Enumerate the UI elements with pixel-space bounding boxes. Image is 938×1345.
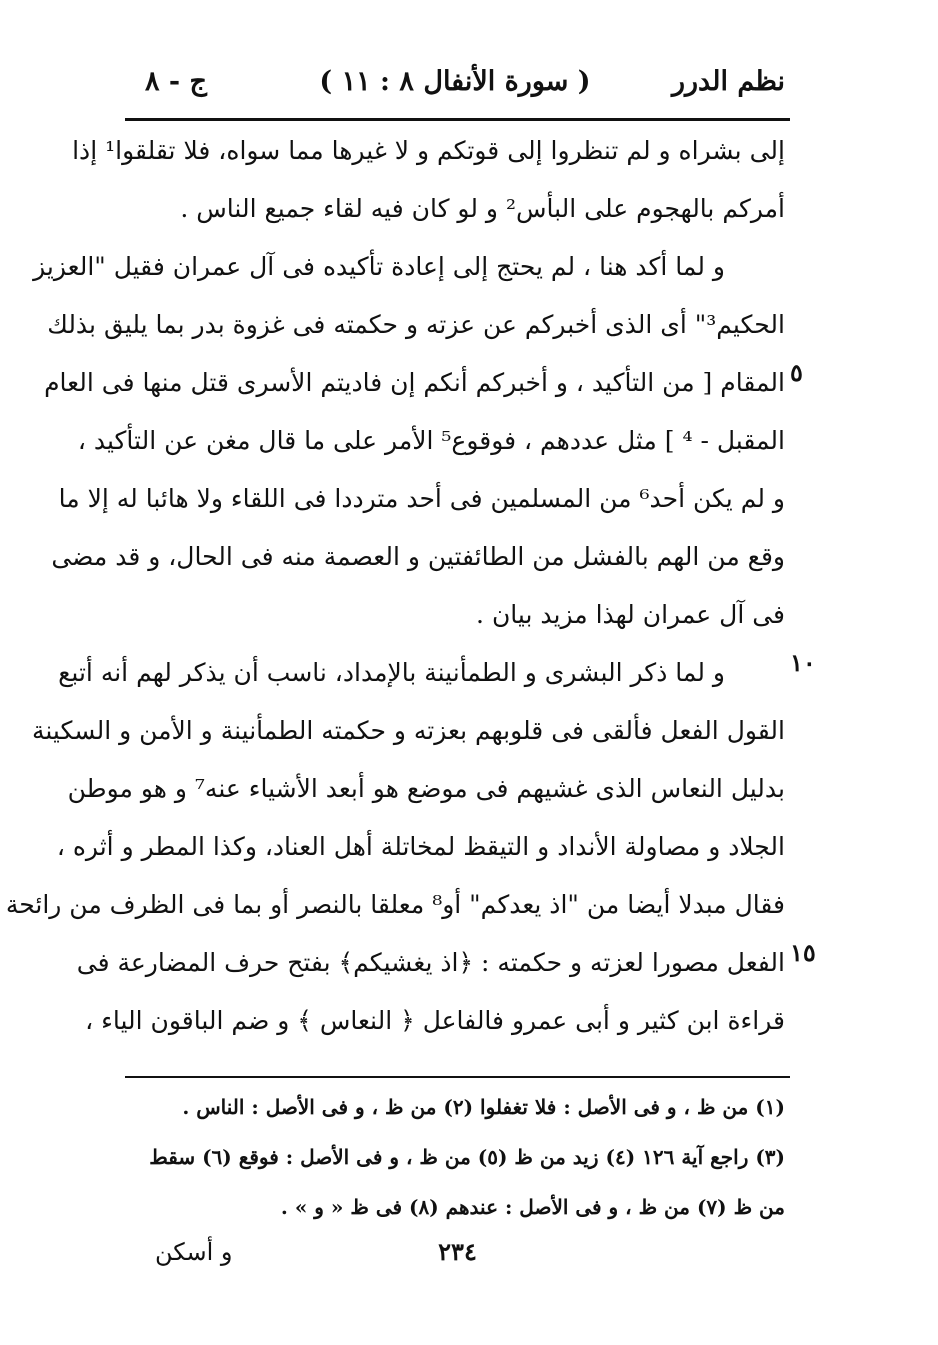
- text-line: الجلاد و مصاولة الأنداد و التيقظ لمخاتلة أهل العناد، وكذا المطر و أثره ،: [56, 832, 785, 861]
- text-line: فى آل عمران لهذا مزيد بيان .: [476, 600, 785, 629]
- catchword: و أسكن: [155, 1238, 233, 1266]
- text-line: المقبل - ⁴ ] مثل عددهم ، فوقوع⁵ الأمر على ما قال مغن عن التأكيد ،: [77, 426, 785, 455]
- text-line: و لما أكد هنا ، لم يحتج إلى إعادة تأكيده فى آل عمران فقيل "العزيز: [33, 252, 725, 281]
- book-title: نظم الدرر: [671, 66, 785, 97]
- page-number: ٢٣٤: [438, 1237, 477, 1266]
- text-line: إلى بشراه و لم تنظروا إلى قوتكم و لا غيرها مما سواه، فلا تقلقوا¹ إذا: [72, 136, 785, 165]
- footnote-line: (١) من ظ ، و فى الأصل : فلا تغفلوا (٢) من ظ ، و فى الأصل : الناس .: [182, 1095, 785, 1119]
- page-header: [125, 62, 785, 106]
- footnotes: [130, 1082, 785, 1232]
- text-line: المقام [ من التأكيد ، و أخبركم أنكم إن فاديتم الأسرى قتل منها فى العام: [44, 368, 785, 397]
- header-rule: [125, 118, 790, 121]
- text-line: أمركم بالهجوم على البأس² و لو كان فيه لقاء جميع الناس .: [180, 194, 785, 223]
- line-number-10: ١٠: [790, 648, 816, 677]
- footnote-rule: [125, 1076, 790, 1078]
- text-line: بدليل النعاس الذى غشيهم فى موضع هو أبعد الأشياء عنه⁷ و هو موطن: [67, 774, 785, 803]
- footnote-line: من ظ (٧) من ظ ، و فى الأصل : عندهم (٨) فى ظ « و » .: [280, 1195, 785, 1219]
- text-line: و لم يكن أحد⁶ من المسلمين فى أحد مترددا فى اللقاء ولا هائبا له إلا ما: [58, 484, 785, 513]
- text-line: الحكيم³" أى الذى أخبركم عن عزته و حكمته فى غزوة بدر بما يليق بذلك: [47, 310, 785, 339]
- volume-number: ج - ٨: [145, 66, 207, 97]
- line-number-15: ١٥: [790, 938, 816, 967]
- text-line: قراءة ابن كثير و أبى عمرو فالفاعل ﴿ النعاس ﴾ و ضم الباقون الياء ،: [85, 1006, 785, 1035]
- text-line: و لما ذكر البشرى و الطمأنينة بالإمداد، ناسب أن يذكر لهم أنه أتبع: [58, 658, 725, 687]
- surah-reference: ( سورة الأنفال ٨ : ١١ ): [319, 66, 591, 97]
- text-line: وقع من الهم بالفشل من الطائفتين و العصمة منه فى الحال، و قد مضى: [51, 542, 785, 571]
- footnote-line: (٣) راجع آية ١٢٦ (٤) زيد من ظ (٥) من ظ ، و فى الأصل : فوقع (٦) سقط: [149, 1145, 785, 1169]
- line-number-5: ٥: [790, 358, 803, 387]
- page-footer: [125, 1232, 790, 1272]
- text-line: القول الفعل فألقى فى قلوبهم بعزته و حكمته الطمأنينة و الأمن و السكينة: [31, 716, 785, 745]
- text-line: الفعل مصورا لعزته و حكمته : ﴿اذ يغشيكم﴾ بفتح حرف المضارعة فى: [76, 948, 785, 977]
- text-line: فقال مبدلا أيضا من "اذ يعدكم" أو⁸ معلقا بالنصر أو بما فى الظرف من رائحة: [5, 890, 785, 919]
- main-text: [5, 122, 785, 1050]
